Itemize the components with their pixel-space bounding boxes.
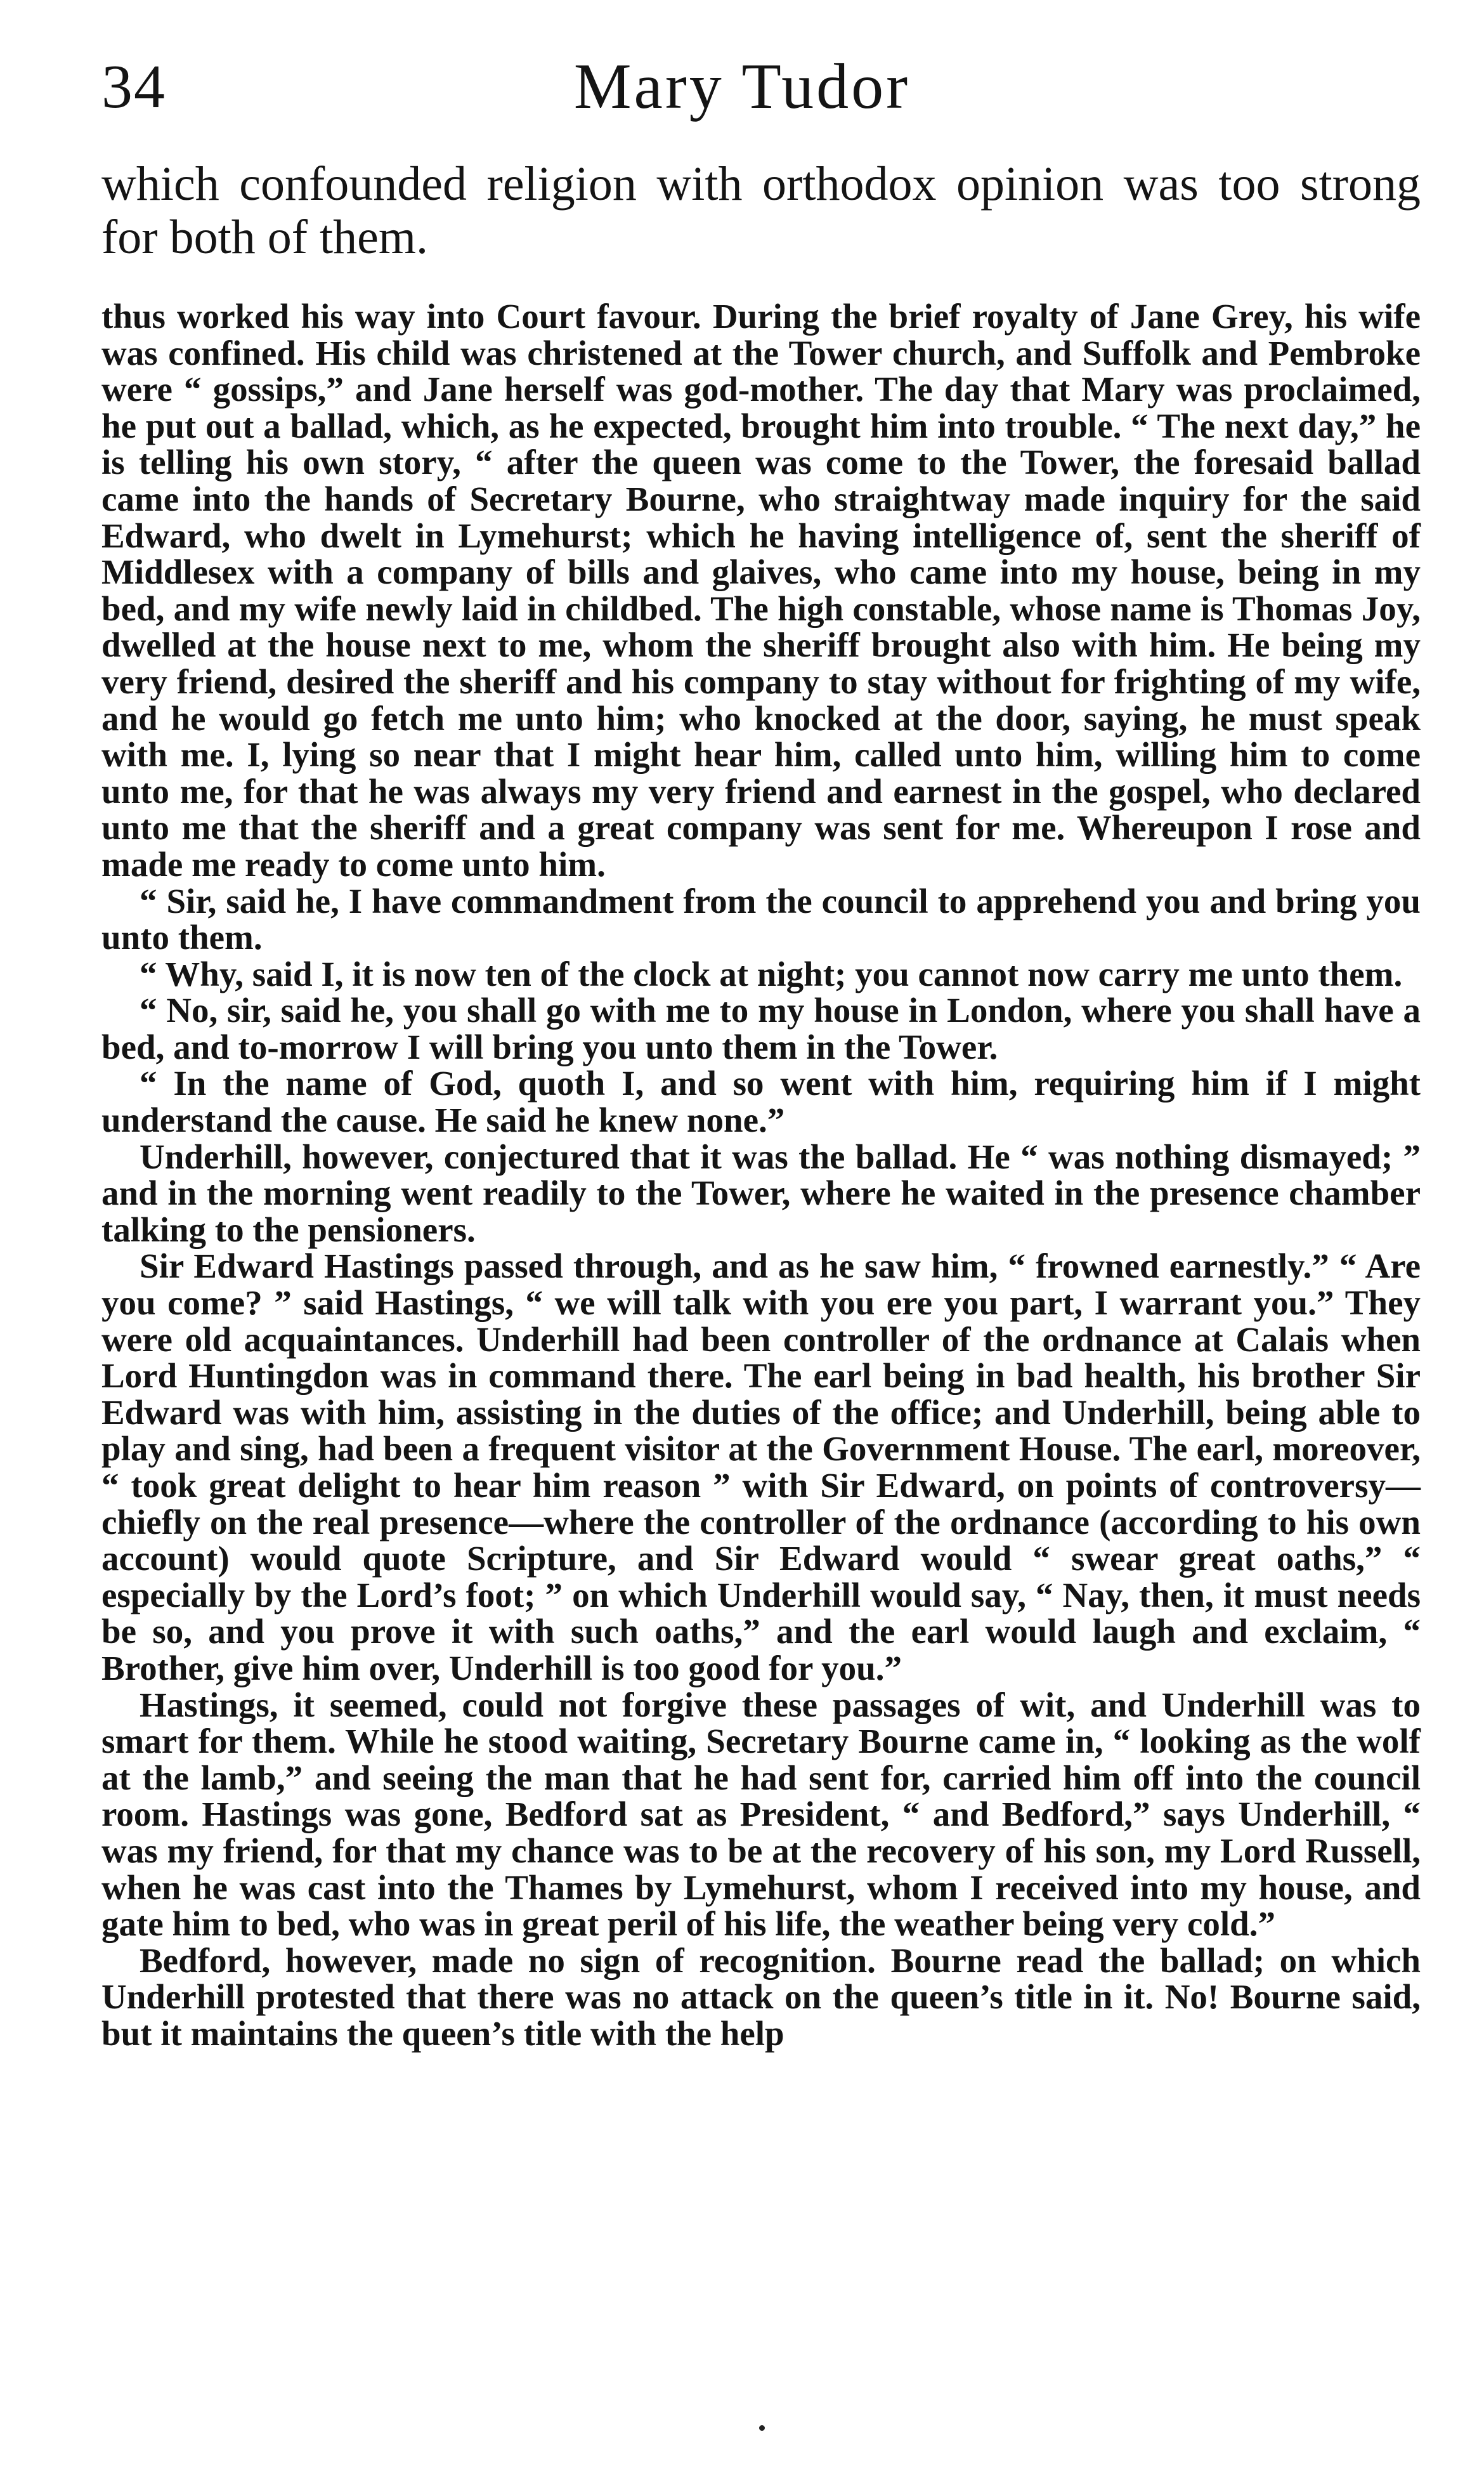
- running-title: Mary Tudor: [573, 51, 911, 122]
- body-text: [101, 298, 1421, 2052]
- lead-text: which confounded religion with orthodox opinion was too strong for both of them.: [101, 157, 1421, 264]
- paragraph: Underhill, however, conjectured that it was the ballad. He “ was nothing dismayed; ” and in the morning went readily to the Tower, where he waited in the presence chamber talking to the pensioners.: [101, 1137, 1421, 1249]
- paragraph: “ Sir, said he, I have commandment from the council to apprehend you and bring you unto them.: [101, 881, 1421, 957]
- page-number: 34: [101, 53, 166, 121]
- paragraph: Sir Edward Hastings passed through, and as he saw him, “ frowned earnestly.” “ Are you come? ” said Hastings, “ we will talk with you ere you part, I warrant you.” They were old acquaintances. Underhill had been controller of the ordnance at Calais when Lord Huntingdon was in command there. The earl being in bad health, his brother Sir Edward was with him, assisting in the duties of the office; and Underhill, being able to play and sing, had been a frequent visitor at the Government House. The earl, moreover, “ took great delight to hear him reason ” with Sir Edward, on points of controversy—chiefly on the real presence—where the controller of the ordnance (according to his own account) would quote Scripture, and Sir Edward would “ swear great oaths,” “ especially by the Lord’s foot; ” on which Underhill would say, “ Nay, then, it must needs be so, and you prove it with such oaths,” and the earl would laugh and exclaim, “ Brother, give him over, Underhill is too good for you.”: [101, 1247, 1421, 1687]
- paragraph: Bedford, however, made no sign of recognition. Bourne read the ballad; on which Underhill protested that there was no attack on the queen’s title in it. No! Bourne said, but it maintains the queen’s title with the help: [101, 1941, 1421, 2053]
- paragraph: thus worked his way into Court favour. During the brief royalty of Jane Grey, his wife was confined. His child was christened at the Tower church, and Suffolk and Pembroke were “ gossips,” and Jane herself was god-mother. The day that Mary was proclaimed, he put out a ballad, which, as he expected, brought him into trouble. “ The next day,” he is telling his own story, “ after the queen was come to the Tower, the foresaid ballad came into the hands of Secretary Bourne, who straightway made inquiry for the said Edward, who dwelt in Lymehurst; which he having intelligence of, sent the sheriff of Middlesex with a company of bills and glaives, who came into my house, being in my bed, and my wife newly laid in childbed. The high constable, whose name is Thomas Joy, dwelled at the house next to me, whom the sheriff brought also with him. He being my very friend, desired the sheriff and his company to stay without for frighting of my wife, and he would go fetch me unto him; who knocked at the door, saying, he must speak with me. I, lying so near that I might hear him, called unto him, willing him to come unto me, for that he was always my very friend and earnest in the gospel, who declared unto me that the sheriff and a great company was sent for me. Whereupon I rose and made me ready to come unto him.: [101, 297, 1421, 884]
- paragraph: “ Why, said I, it is now ten of the clock at night; you cannot now carry me unto them.: [140, 954, 1403, 993]
- paragraph: Hastings, it seemed, could not forgive these passages of wit, and Underhill was to smart for them. While he stood waiting, Secretary Bourne came in, “ looking as the wolf at the lamb,” and seeing the man that he had sent for, carried him off into the council room. Hastings was gone, Bedford sat as President, “ and Bedford,” says Underhill, “ was my friend, for that my chance was to be at the recovery of his son, my Lord Russell, when he was cast into the Thames by Lymehurst, whom I received into my house, and gate him to bed, who was in great peril of his life, the weather being very cold.”: [101, 1685, 1421, 1944]
- paragraph: “ In the name of God, quoth I, and so went with him, requiring him if I might understand the cause. He said he knew none.”: [101, 1064, 1421, 1140]
- footer-dot-ornament: [759, 2425, 765, 2431]
- paragraph: “ No, sir, said he, you shall go with me to my house in London, where you shall have a bed, and to-morrow I will bring you unto them in the Tower.: [101, 991, 1421, 1066]
